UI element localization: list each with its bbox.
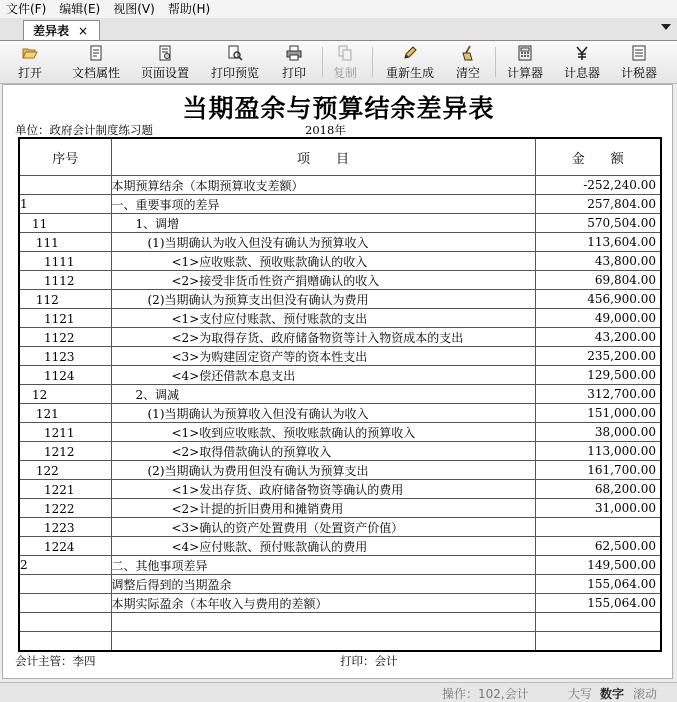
row-seq[interactable]: 112 [19,290,111,309]
print-preview-icon [227,45,243,61]
row-item[interactable]: 一、重要事项的差异 [111,195,535,214]
calculator-icon [517,45,533,61]
broom-icon [460,45,476,61]
row-seq[interactable]: 1112 [19,271,111,290]
table-row[interactable] [19,556,661,575]
accounting-supervisor: 会计主管：李四 [15,654,96,668]
menu-help[interactable]: 帮助(H) [167,2,211,16]
row-item[interactable] [111,613,535,632]
row-seq[interactable]: 1212 [19,442,111,461]
table-row[interactable] [19,176,661,195]
row-amount[interactable]: 151,000.00 [535,404,661,423]
table-row[interactable] [19,328,661,347]
printer-icon [286,45,302,61]
row-item[interactable]: <2>计提的折旧费用和摊销费用 [111,499,535,518]
yen-icon [574,45,590,61]
page-setup-icon [157,45,173,61]
row-seq[interactable]: 1222 [19,499,111,518]
table-header-row [19,138,661,176]
row-seq[interactable]: 1221 [19,480,111,499]
row-item[interactable]: (2)当期确认为费用但没有确认为预算支出 [111,461,535,480]
toolbar-separator [495,47,496,77]
table-body [19,176,661,652]
row-amount[interactable]: 161,700.00 [535,461,661,480]
report-title: 当期盈余与预算结余差异表 [182,94,495,123]
folder-open-icon [22,45,38,61]
row-amount[interactable]: 570,504.00 [535,214,661,233]
row-seq[interactable]: 121 [19,404,111,423]
table-row[interactable] [19,575,661,594]
toolbar [0,41,677,84]
menu-view[interactable]: 视图(V) [113,2,155,16]
row-amount[interactable]: 113,000.00 [535,442,661,461]
table-row[interactable] [19,347,661,366]
doc-properties-button[interactable]: 文档属性 [72,43,120,81]
row-seq[interactable]: 122 [19,461,111,480]
row-item[interactable]: <1>发出存货、政府储备物资等确认的费用 [111,480,535,499]
row-amount[interactable]: 155,064.00 [535,575,661,594]
open-button[interactable]: 打开 [18,43,42,81]
row-amount[interactable]: 129,500.00 [535,366,661,385]
table-row[interactable] [19,385,661,404]
report-unit: 单位：政府会计制度练习题 [15,123,153,137]
report-year: 2018年 [305,123,346,137]
row-item[interactable]: 本期预算结余（本期预算收支差额） [111,176,535,195]
row-item[interactable]: 本期实际盈余（本年收入与费用的差额） [111,594,535,613]
row-seq[interactable] [19,613,111,632]
row-seq[interactable] [19,176,111,195]
row-amount[interactable]: 257,804.00 [535,195,661,214]
calculator-button[interactable]: 计算器 [507,43,543,81]
row-amount[interactable]: 235,200.00 [535,347,661,366]
table-row[interactable] [19,442,661,461]
table-row[interactable] [19,366,661,385]
row-item[interactable]: (1)当期确认为收入但没有确认为预算收入 [111,233,535,252]
row-amount[interactable]: 31,000.00 [535,499,661,518]
row-seq[interactable]: 1124 [19,366,111,385]
row-amount[interactable]: 113,604.00 [535,233,661,252]
row-seq[interactable]: 1224 [19,537,111,556]
table-row[interactable] [19,195,661,214]
close-icon[interactable]: × [78,23,89,38]
toolbar-separator [322,47,323,77]
row-item[interactable]: <3>为购建固定资产等的资本性支出 [111,347,535,366]
table-row[interactable] [19,252,661,271]
table-row[interactable] [19,518,661,537]
row-item[interactable]: (1)当期确认为预算收入但没有确认为收入 [111,404,535,423]
row-item[interactable] [111,632,535,652]
row-item[interactable]: 2、调减 [111,385,535,404]
row-item[interactable]: <1>收到应收账款、预收账款确认的预算收入 [111,423,535,442]
row-seq[interactable]: 11 [19,214,111,233]
row-amount[interactable]: 149,500.00 [535,556,661,575]
row-amount[interactable]: 456,900.00 [535,290,661,309]
clear-button[interactable]: 清空 [456,43,480,81]
tax-calculator-button[interactable]: 计税器 [621,43,657,81]
table-row[interactable] [19,613,661,632]
row-seq[interactable]: 1211 [19,423,111,442]
row-amount[interactable] [535,632,661,652]
status-bar [0,682,677,702]
tab-bar [0,18,677,41]
row-seq[interactable]: 1121 [19,309,111,328]
report-page [2,84,673,679]
row-seq[interactable]: 1111 [19,252,111,271]
row-item[interactable]: <4>偿还借款本息支出 [111,366,535,385]
tab-label: 差异表 [33,24,70,38]
printed-by: 打印：会计 [340,654,398,668]
row-seq[interactable]: 2 [19,556,111,575]
row-item[interactable]: 调整后得到的当期盈余 [111,575,535,594]
row-item[interactable]: <2>为取得存货、政府储备物资等计入物资成本的支出 [111,328,535,347]
row-item[interactable]: (2)当期确认为预算支出但没有确认为费用 [111,290,535,309]
table-row[interactable] [19,290,661,309]
row-seq[interactable]: 12 [19,385,111,404]
table-row[interactable] [19,461,661,480]
toolbar-separator [372,47,373,77]
chevron-down-icon[interactable] [661,24,671,30]
row-amount[interactable]: -252,240.00 [535,176,661,195]
table-row[interactable] [19,271,661,290]
row-amount[interactable] [535,518,661,537]
menu-file[interactable]: 文件(F) [6,2,47,16]
row-amount[interactable]: 43,200.00 [535,328,661,347]
row-seq[interactable]: 1223 [19,518,111,537]
row-amount[interactable] [535,613,661,632]
row-seq[interactable] [19,575,111,594]
report-table [18,137,662,652]
regenerate-button[interactable]: 重新生成 [386,43,434,81]
menu-bar [0,0,677,18]
row-item[interactable]: 1、调增 [111,214,535,233]
print-preview-button[interactable]: 打印预览 [211,43,259,81]
row-item[interactable]: 二、其他事项差异 [111,556,535,575]
row-item[interactable]: <1>应收账款、预收账款确认的收入 [111,252,535,271]
row-item[interactable]: <4>应付账款、预付账款确认的费用 [111,537,535,556]
table-row[interactable] [19,594,661,613]
row-seq[interactable]: 1 [19,195,111,214]
row-seq[interactable]: 111 [19,233,111,252]
row-amount[interactable]: 62,500.00 [535,537,661,556]
tax-form-icon [631,45,647,61]
copy-button[interactable]: 复制 [333,43,357,81]
table-row[interactable] [19,537,661,556]
table-row[interactable] [19,632,661,652]
status-scroll: 滚动 [633,687,658,701]
table-row[interactable] [19,233,661,252]
status-caps: 大写 [568,687,593,701]
tab-diff-table[interactable] [23,20,100,40]
menu-edit[interactable]: 编辑(E) [59,2,101,16]
row-seq[interactable] [19,632,111,652]
status-operation: 操作：102,会计 [442,687,529,701]
row-seq[interactable]: 1123 [19,347,111,366]
row-amount[interactable]: 155,064.00 [535,594,661,613]
page-setup-button[interactable]: 页面设置 [141,43,189,81]
row-amount[interactable]: 69,804.00 [535,271,661,290]
row-amount[interactable]: 68,200.00 [535,480,661,499]
print-button[interactable]: 打印 [282,43,306,81]
table-row[interactable] [19,214,661,233]
row-seq[interactable]: 1122 [19,328,111,347]
document-properties-icon [88,45,104,61]
row-item[interactable]: <1>支付应付账款、预付账款的支出 [111,309,535,328]
status-num: 数字 [600,687,625,701]
header-seq: 序号 [19,138,111,176]
header-amount: 金 额 [535,138,661,176]
table-row[interactable] [19,499,661,518]
row-amount[interactable]: 49,000.00 [535,309,661,328]
row-item[interactable]: <3>确认的资产处置费用（处置资产价值） [111,518,535,537]
row-amount[interactable]: 312,700.00 [535,385,661,404]
row-item[interactable]: <2>取得借款确认的预算收入 [111,442,535,461]
table-row[interactable] [19,423,661,442]
pencil-icon [402,45,418,61]
copy-icon [337,45,353,61]
note-calculator-button[interactable]: 计息器 [564,43,600,81]
table-row[interactable] [19,404,661,423]
row-item[interactable]: <2>接受非货币性资产捐赠确认的收入 [111,271,535,290]
row-amount[interactable]: 43,800.00 [535,252,661,271]
row-amount[interactable]: 38,000.00 [535,423,661,442]
header-item: 项 目 [111,138,535,176]
table-row[interactable] [19,309,661,328]
row-seq[interactable] [19,594,111,613]
table-row[interactable] [19,480,661,499]
